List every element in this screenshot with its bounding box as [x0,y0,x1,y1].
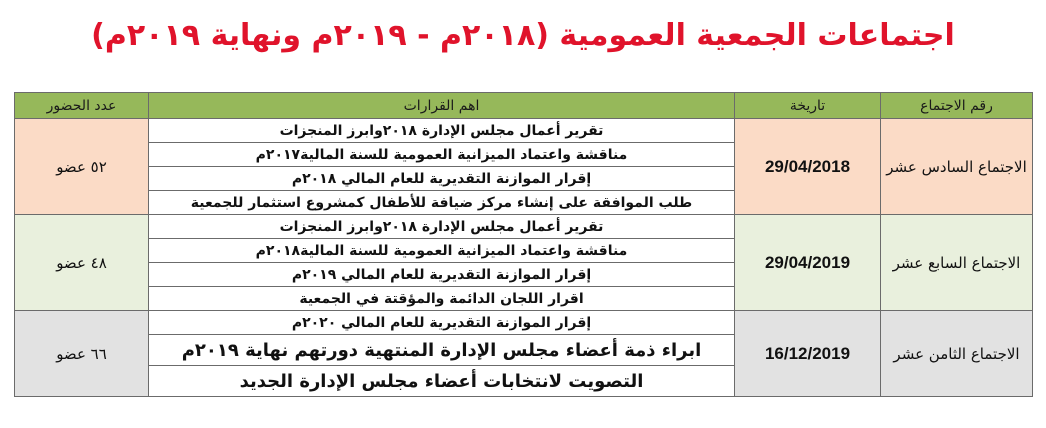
table-header-row [15,93,1033,119]
attendance-cell: ٦٦ عضو [15,311,149,397]
meeting-cell: الاجتماع السابع عشر [881,215,1033,311]
decision-cell: اقرار اللجان الدائمة والمؤقتة في الجمعية [149,287,735,311]
meeting-cell: الاجتماع الثامن عشر [881,311,1033,397]
header-meeting-number: رقم الاجتماع [881,93,1033,119]
attendance-cell: ٥٢ عضو [15,119,149,215]
attendance-cell: ٤٨ عضو [15,215,149,311]
page-title: اجتماعات الجمعية العمومية (٢٠١٨م - ٢٠١٩م ونهاية ٢٠١٩م) [91,18,955,53]
decision-cell: طلب الموافقة على إنشاء مركز ضيافة للأطفال كمشروع استثمار للجمعية [149,191,735,215]
decision-cell: ابراء ذمة أعضاء مجلس الإدارة المنتهية دورتهم نهاية ٢٠١٩م [149,335,735,366]
decision-cell: تقرير أعمال مجلس الإدارة ٢٠١٨وابرز المنجزات [149,119,735,143]
decision-cell: مناقشة واعتماد الميزانية العمومية للسنة المالية٢٠١٧م [149,143,735,167]
decision-cell: إقرار الموازنة التقديرية للعام المالي ٢٠٢٠م [149,311,735,335]
table-row [15,119,1033,143]
date-cell: 29/04/2018 [735,119,881,215]
date-cell: 29/04/2019 [735,215,881,311]
decision-cell: التصويت لانتخابات أعضاء مجلس الإدارة الجديد [149,366,735,397]
meetings-table [14,92,1033,397]
header-date: تاريخة [735,93,881,119]
table-row [15,311,1033,335]
decision-cell: إقرار الموازنة التقديرية للعام المالي ٢٠١٩م [149,263,735,287]
decision-cell: إقرار الموازنة التقديرية للعام المالي ٢٠١٨م [149,167,735,191]
header-decisions: اهم القرارات [149,93,735,119]
table-row [15,215,1033,239]
meeting-cell: الاجتماع السادس عشر [881,119,1033,215]
decision-cell: مناقشة واعتماد الميزانية العمومية للسنة المالية٢٠١٨م [149,239,735,263]
header-attendance: عدد الحضور [15,93,149,119]
decision-cell: تقرير أعمال مجلس الإدارة ٢٠١٨وابرز المنجزات [149,215,735,239]
date-cell: 16/12/2019 [735,311,881,397]
